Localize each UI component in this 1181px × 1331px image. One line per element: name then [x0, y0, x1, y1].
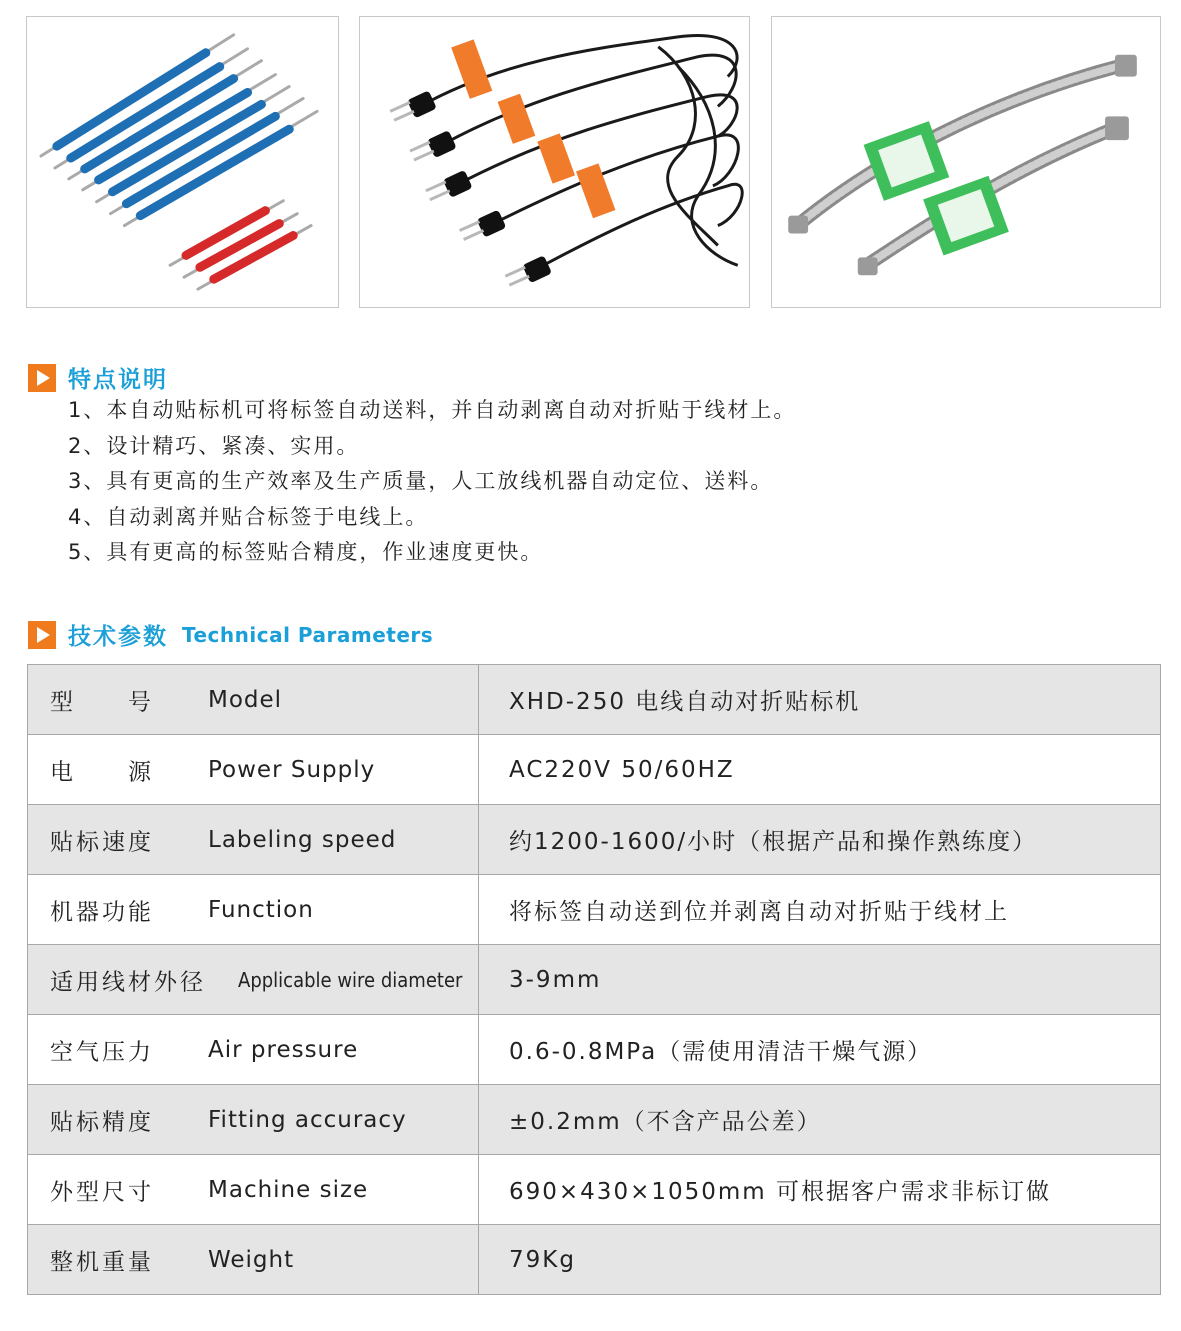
param-value: XHD-250 电线自动对折贴标机: [479, 665, 1161, 735]
param-label-cell: [28, 1085, 479, 1155]
param-label-cell: [28, 1225, 479, 1295]
param-label-en: Weight: [208, 1246, 295, 1273]
param-label-cn: 整机重量: [50, 1249, 154, 1275]
tech-params-title: 技术参数: [68, 624, 168, 650]
table-row: [28, 735, 1161, 805]
feature-item: 4、自动剥离并贴合标签于电线上。: [68, 504, 429, 529]
param-value: AC220V 50/60HZ: [479, 735, 1161, 805]
features-header: [28, 361, 168, 394]
test-pens-image: [27, 17, 338, 307]
param-label-cell: [28, 945, 479, 1015]
param-label-en: Model: [208, 686, 283, 713]
table-row: [28, 805, 1161, 875]
param-label-cn: 电 源: [50, 759, 154, 785]
param-label-cn: 贴标精度: [50, 1109, 154, 1135]
param-label-cn: 贴标速度: [50, 829, 154, 855]
param-value: 690×430×1050mm 可根据客户需求非标订做: [479, 1155, 1161, 1225]
param-label-cn: 型 号: [50, 689, 154, 715]
tech-params-title-en: Technical Parameters: [182, 622, 434, 647]
spec-table: [27, 664, 1161, 1295]
param-label-en: Fitting accuracy: [208, 1106, 407, 1133]
table-row: [28, 1225, 1161, 1295]
table-row: [28, 665, 1161, 735]
features-list: [68, 393, 796, 571]
braided-hoses-image: [772, 17, 1160, 307]
feature-item: 3、具有更高的生产效率及生产质量，人工放线机器自动定位、送料。: [68, 469, 774, 493]
param-label-en: Power Supply: [208, 756, 376, 783]
param-label-cell: [28, 875, 479, 945]
param-value: ±0.2mm（不含产品公差）: [479, 1085, 1161, 1155]
table-row: [28, 1085, 1161, 1155]
param-label-en: Air pressure: [208, 1036, 359, 1063]
param-label-cell: [28, 735, 479, 805]
tech-params-header: [28, 618, 433, 651]
param-label-cn: 空气压力: [50, 1039, 154, 1065]
param-value: 将标签自动送到位并剥离自动对折贴于线材上: [479, 875, 1161, 945]
param-value: 3-9mm: [479, 945, 1161, 1015]
play-arrow-icon: [28, 621, 56, 649]
param-value: 0.6-0.8MPa（需使用清洁干燥气源）: [479, 1015, 1161, 1085]
param-label-cell: [28, 805, 479, 875]
play-arrow-icon: [28, 364, 56, 392]
feature-item: 2、设计精巧、紧凑、实用。: [68, 433, 360, 458]
param-label-en: Machine size: [208, 1176, 369, 1203]
param-label-cell: [28, 1155, 479, 1225]
param-label-cell: [28, 665, 479, 735]
power-cords-photo: [359, 16, 750, 308]
param-value: 约1200-1600/小时（根据产品和操作熟练度）: [479, 805, 1161, 875]
param-label-cn: 机器功能: [50, 899, 154, 925]
braided-hoses-photo: [771, 16, 1161, 308]
power-cords-image: [360, 17, 749, 307]
param-label-cell: [28, 1015, 479, 1085]
param-label-en: Labeling speed: [208, 826, 397, 853]
param-label-cn: 适用线材外径: [50, 969, 206, 995]
test-pens-photo: [26, 16, 339, 308]
table-row: [28, 1015, 1161, 1085]
table-row: [28, 1155, 1161, 1225]
param-label-cn: 外型尺寸: [50, 1179, 154, 1205]
features-title: 特点说明: [68, 367, 168, 393]
param-value: 79Kg: [479, 1225, 1161, 1295]
feature-item: 5、具有更高的标签贴合精度，作业速度更快。: [68, 540, 544, 564]
table-row: [28, 945, 1161, 1015]
param-label-en: Function: [208, 896, 314, 923]
table-row: [28, 875, 1161, 945]
param-label-en: Applicable wire diameter: [238, 967, 463, 992]
feature-item: 1、本自动贴标机可将标签自动送料，并自动剥离自动对折贴于线材上。: [68, 398, 797, 422]
